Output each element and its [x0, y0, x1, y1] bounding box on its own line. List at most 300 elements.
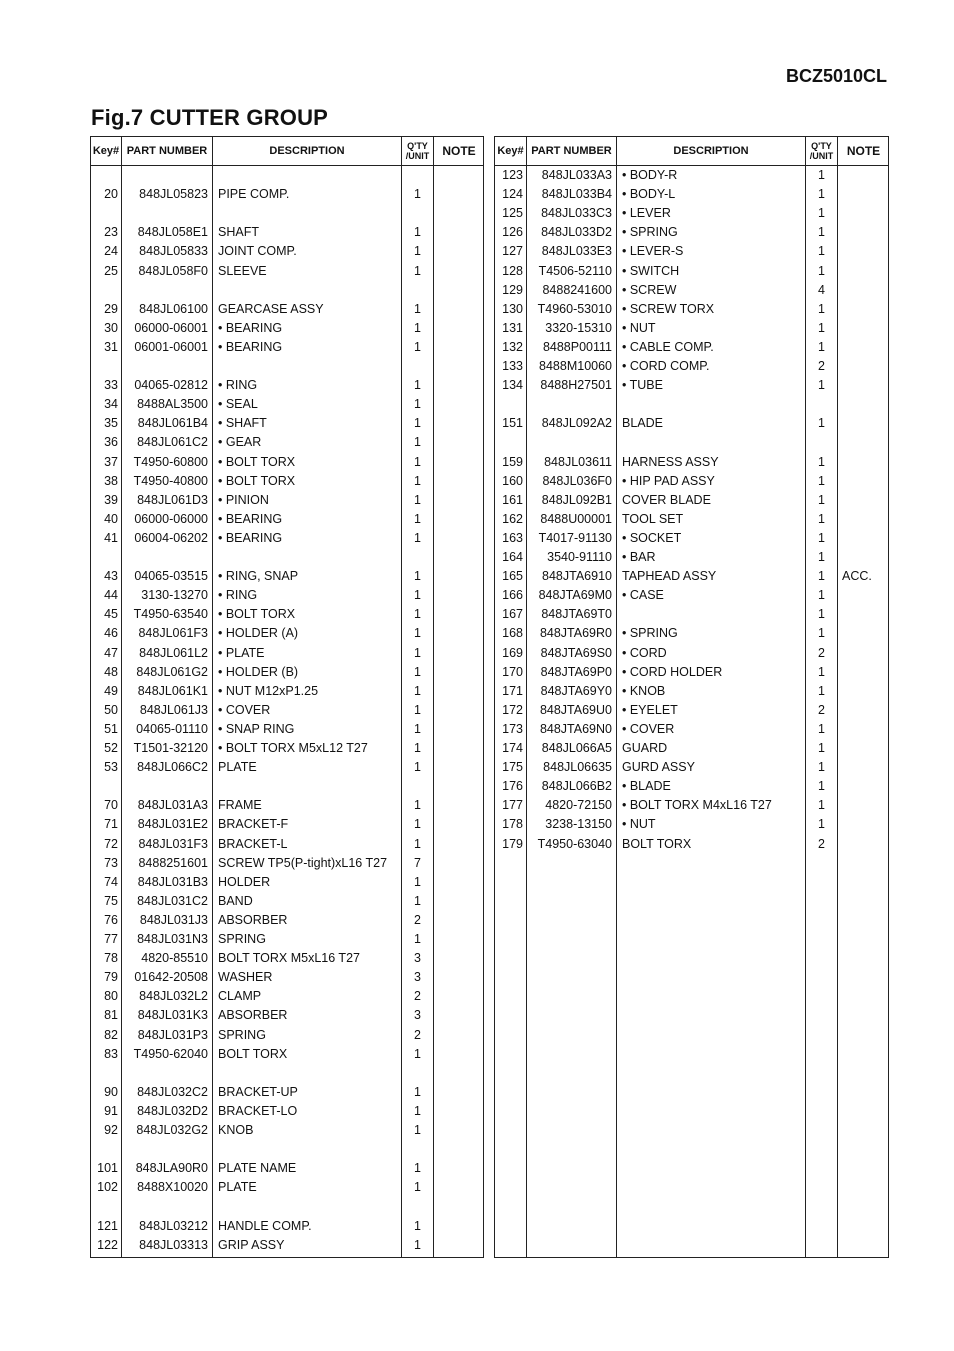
table-row: [91, 242, 483, 261]
table-row: [91, 892, 483, 911]
table-row: [91, 1083, 483, 1102]
part-key: 130: [502, 301, 523, 316]
part-key: 178: [502, 817, 523, 832]
part-description: BOLT TORX: [218, 1046, 288, 1061]
table-row: [91, 433, 483, 452]
part-key: 170: [502, 664, 523, 679]
part-key: 44: [104, 588, 118, 603]
header-qty: [806, 137, 837, 165]
part-quantity: 1: [818, 492, 825, 507]
table-row: [495, 815, 888, 834]
part-key: 166: [502, 588, 523, 603]
part-number: T1501-32120: [133, 741, 208, 755]
part-quantity: 1: [414, 454, 421, 469]
part-key: 50: [104, 702, 118, 717]
part-key: 36: [104, 435, 118, 450]
part-quantity: 1: [414, 893, 421, 908]
part-quantity: 1: [818, 779, 825, 794]
header-note: NOTE: [442, 144, 476, 158]
table-row: [91, 796, 483, 815]
part-description: WASHER: [218, 970, 273, 985]
part-number: 848JL061F3: [138, 626, 208, 641]
table-row: [495, 624, 888, 643]
part-number: 01642-20508: [134, 970, 208, 985]
part-description: BRACKET-L: [218, 836, 288, 851]
part-description: • BEARING: [218, 320, 283, 335]
part-quantity: 1: [414, 626, 421, 641]
part-number: 848JL033A3: [541, 168, 612, 182]
header-qty-top: Q'TY: [811, 141, 832, 151]
header-description: DESCRIPTION: [673, 145, 749, 157]
table-row: [91, 682, 483, 701]
part-description: GURD ASSY: [622, 760, 695, 775]
part-key: 121: [97, 1218, 118, 1233]
part-number: 8488U00001: [540, 511, 612, 526]
part-key: 129: [502, 282, 523, 297]
table-row: [91, 663, 483, 682]
part-number: 848JL031E2: [137, 817, 208, 832]
table-row: [91, 223, 483, 242]
part-number: 848JL032C2: [137, 1084, 208, 1099]
part-description: KNOB: [218, 1123, 254, 1137]
part-key: 134: [502, 378, 523, 393]
part-quantity: 1: [818, 760, 825, 775]
part-description: • CORD: [622, 645, 667, 660]
part-number: 848JL031N3: [137, 932, 208, 946]
part-key: 177: [502, 798, 523, 813]
table-row: [495, 796, 888, 815]
part-key: 161: [502, 492, 523, 507]
part-description: • NUT M12xP1.25: [218, 683, 319, 698]
part-description: • RING: [218, 588, 258, 603]
part-description: BRACKET-F: [218, 817, 289, 832]
part-number: 8488H27501: [540, 378, 612, 393]
table-row: [495, 548, 888, 567]
table-row: [91, 319, 483, 338]
part-quantity: 1: [818, 817, 825, 832]
part-quantity: 1: [818, 664, 825, 679]
part-description: • SHAFT: [218, 416, 267, 431]
part-number: 848JL031A3: [137, 798, 208, 813]
part-key: 77: [104, 932, 118, 946]
table-row: [495, 644, 888, 663]
table-row: [495, 223, 888, 242]
part-description: • SNAP RING: [218, 721, 295, 736]
table-row: [91, 1045, 483, 1064]
part-quantity: 1: [414, 1180, 421, 1195]
part-quantity: 1: [818, 168, 825, 182]
table-row: [91, 815, 483, 834]
table-row: [495, 491, 888, 510]
part-number: 8488M10060: [539, 359, 612, 373]
header-key: Key#: [92, 145, 120, 157]
part-quantity: 1: [414, 473, 421, 488]
table-row: [91, 1217, 483, 1236]
part-description: • PLATE: [218, 645, 265, 660]
part-quantity: 1: [414, 588, 421, 603]
part-number: 3238-13150: [545, 817, 612, 832]
part-key: 90: [104, 1084, 118, 1099]
part-description: COVER BLADE: [622, 492, 711, 507]
part-number: 848JL03611: [544, 454, 612, 469]
page-title: Fig.7 CUTTER GROUP: [91, 105, 329, 130]
part-number: 8488AL3500: [137, 397, 208, 412]
part-quantity: 1: [414, 1103, 421, 1118]
part-description: • LEVER: [622, 206, 671, 221]
part-number: 848JL061J3: [139, 702, 208, 717]
part-quantity: 1: [818, 320, 825, 335]
part-quantity: 1: [414, 1161, 421, 1176]
part-quantity: 1: [414, 511, 421, 526]
table-row: [91, 376, 483, 395]
part-description: • SCREW TORX: [622, 301, 715, 316]
part-quantity: 2: [414, 989, 421, 1004]
part-quantity: 1: [414, 225, 421, 240]
part-key: 72: [104, 836, 118, 851]
table-header: [91, 137, 483, 166]
part-quantity: 1: [818, 588, 825, 603]
part-description: • LEVER-S: [622, 244, 684, 259]
part-description: • SWITCH: [622, 263, 680, 278]
part-description: BOLT TORX M5xL16 T27: [218, 951, 360, 966]
part-quantity: 1: [818, 721, 825, 736]
table-row: [495, 586, 888, 605]
table-row: [495, 204, 888, 223]
part-number: 848JTA69N0: [539, 721, 612, 736]
part-key: 91: [104, 1103, 118, 1118]
part-quantity: 3: [414, 1008, 421, 1023]
table-row: [91, 1026, 483, 1045]
part-quantity: 1: [818, 798, 825, 813]
part-number: 06001-06001: [134, 339, 208, 354]
part-number: T4950-63040: [537, 836, 612, 851]
part-description: JOINT COMP.: [218, 244, 297, 259]
part-description: • BODY-R: [622, 168, 678, 182]
table-row: [495, 701, 888, 720]
part-description: BAND: [218, 893, 253, 908]
part-key: 162: [502, 511, 523, 526]
part-key: 101: [97, 1161, 118, 1176]
part-description: • CORD COMP.: [622, 359, 710, 373]
part-number: 06000-06000: [134, 511, 208, 526]
part-description: • NUT: [622, 320, 656, 335]
part-number: 848JL032D2: [137, 1103, 208, 1118]
table-row: [91, 300, 483, 319]
table-row: [91, 720, 483, 739]
part-number: 04065-02812: [134, 378, 208, 393]
part-number: 848JL092A2: [541, 416, 612, 431]
part-key: 173: [502, 721, 523, 736]
table-row: [91, 395, 483, 414]
part-number: 848JTA69M0: [538, 588, 612, 603]
table-row: [91, 739, 483, 758]
part-number: 848JL066B2: [541, 779, 612, 794]
part-quantity: 1: [414, 741, 421, 755]
header-key: Key#: [497, 145, 524, 157]
table-row: [91, 262, 483, 281]
header-qty: [402, 137, 433, 165]
table-row: [495, 281, 888, 300]
part-key: 74: [104, 874, 118, 889]
part-quantity: 1: [414, 378, 421, 393]
part-key: 78: [104, 951, 118, 966]
table-row: [91, 586, 483, 605]
header-part-number: PART NUMBER: [126, 145, 208, 157]
table-row: [91, 472, 483, 491]
part-description: SPRING: [218, 1027, 266, 1042]
part-number: 4820-72150: [545, 798, 612, 813]
part-quantity: 1: [818, 339, 825, 354]
part-key: 171: [502, 683, 523, 698]
part-description: CLAMP: [218, 989, 262, 1004]
part-key: 31: [104, 339, 118, 354]
header-part-number: PART NUMBER: [531, 145, 612, 157]
part-quantity: 3: [414, 951, 421, 966]
part-quantity: 1: [414, 187, 421, 202]
part-description: PIPE COMP.: [218, 187, 290, 202]
part-key: 168: [502, 626, 523, 641]
part-number: 3540-91110: [547, 550, 612, 564]
part-key: 174: [502, 741, 523, 755]
table-row: [495, 510, 888, 529]
part-number: 848JTA69T0: [541, 607, 612, 622]
part-description: • BOLT TORX M5xL12 T27: [218, 741, 368, 755]
part-quantity: 2: [414, 1027, 421, 1042]
part-key: 179: [502, 836, 523, 851]
part-description: PLATE: [218, 1180, 257, 1195]
part-key: 122: [97, 1237, 118, 1252]
part-description: SCREW TP5(P-tight)xL16 T27: [218, 855, 388, 870]
table-row: [91, 758, 483, 777]
part-key: 92: [104, 1123, 118, 1137]
part-key: 151: [502, 416, 523, 431]
part-quantity: 1: [414, 397, 421, 412]
part-quantity: 1: [818, 511, 825, 526]
part-description: GUARD: [622, 741, 668, 755]
part-quantity: 1: [414, 339, 421, 354]
part-key: 30: [104, 320, 118, 335]
part-key: 51: [104, 721, 118, 736]
part-description: BRACKET-LO: [218, 1103, 298, 1118]
part-key: 33: [104, 378, 118, 393]
table-row: [91, 949, 483, 968]
part-key: 34: [104, 397, 118, 412]
table-row: [91, 873, 483, 892]
part-description: PLATE: [218, 760, 257, 775]
part-description: • SPRING: [622, 225, 678, 240]
part-number: 848JL036F0: [542, 473, 612, 488]
part-quantity: 1: [414, 683, 421, 698]
part-number: 848JL03313: [139, 1237, 208, 1252]
part-description: • EYELET: [622, 702, 678, 717]
part-number: 848JLA90R0: [135, 1161, 208, 1176]
part-key: 133: [502, 359, 523, 373]
part-key: 102: [97, 1180, 118, 1195]
table-row: [91, 911, 483, 930]
table-row: [495, 720, 888, 739]
part-key: 24: [104, 244, 118, 259]
part-description: • HIP PAD ASSY: [622, 473, 715, 488]
part-number: 848JL06100: [139, 301, 208, 316]
part-key: 73: [104, 855, 118, 870]
part-quantity: 1: [414, 1046, 421, 1061]
table-row: [91, 701, 483, 720]
part-quantity: 1: [818, 225, 825, 240]
part-key: 38: [104, 473, 118, 488]
part-quantity: 1: [414, 721, 421, 736]
part-quantity: 1: [414, 301, 421, 316]
part-number: T4960-53010: [537, 301, 612, 316]
part-description: HARNESS ASSY: [622, 454, 719, 469]
part-key: 23: [104, 225, 118, 240]
part-description: SHAFT: [218, 225, 259, 240]
part-quantity: 1: [414, 664, 421, 679]
part-number: 848JL033C3: [541, 206, 612, 221]
part-description: • BODY-L: [622, 187, 676, 202]
part-key: 29: [104, 301, 118, 316]
part-quantity: 1: [414, 836, 421, 851]
table-row: [91, 414, 483, 433]
part-number: 848JL05833: [139, 244, 208, 259]
part-number: 06004-06202: [134, 530, 208, 545]
part-quantity: 3: [414, 970, 421, 985]
part-number: 848JL061G2: [136, 664, 208, 679]
table-row: [91, 854, 483, 873]
table-row: [495, 453, 888, 472]
part-description: • GEAR: [218, 435, 262, 450]
part-quantity: 1: [818, 416, 825, 431]
part-quantity: 2: [818, 836, 825, 851]
part-number: 8488241600: [542, 282, 612, 297]
part-key: 79: [104, 970, 118, 985]
table-row: [495, 242, 888, 261]
part-key: 71: [104, 817, 118, 832]
part-quantity: 1: [818, 454, 825, 469]
part-quantity: 1: [414, 263, 421, 278]
part-number: 8488251601: [138, 855, 208, 870]
table-row: [495, 663, 888, 682]
part-description: PLATE NAME: [218, 1161, 297, 1176]
part-key: 70: [104, 798, 118, 813]
part-number: 848JL06635: [543, 760, 612, 775]
part-number: 848JTA6910: [542, 569, 612, 584]
part-key: 83: [104, 1046, 118, 1061]
part-quantity: 1: [414, 492, 421, 507]
part-key: 80: [104, 989, 118, 1004]
table-row: [91, 567, 483, 586]
part-description: • HOLDER (A): [218, 626, 299, 641]
part-quantity: 1: [818, 607, 825, 622]
part-key: 126: [502, 225, 523, 240]
model-number: BCZ5010CL: [785, 66, 887, 86]
part-quantity: 1: [414, 760, 421, 775]
part-quantity: 1: [818, 530, 825, 545]
part-quantity: 1: [818, 263, 825, 278]
part-key: 159: [502, 454, 523, 469]
part-number: 848JL03212: [139, 1218, 208, 1233]
part-number: 848JL031P3: [137, 1027, 208, 1042]
part-key: 25: [104, 263, 118, 278]
table-row: [495, 185, 888, 204]
part-quantity: 1: [414, 932, 421, 946]
part-number: 848JL061C2: [137, 435, 208, 450]
table-row: [495, 605, 888, 624]
part-description: ABSORBER: [218, 1008, 288, 1023]
part-description: • RING: [218, 378, 258, 393]
part-description: • BOLT TORX M4xL16 T27: [622, 798, 772, 813]
part-key: 164: [502, 550, 523, 564]
part-quantity: 1: [414, 1218, 421, 1233]
part-key: 124: [502, 187, 523, 202]
part-description: • BOLT TORX: [218, 454, 296, 469]
part-number: 848JL032G2: [136, 1123, 208, 1137]
table-row: [495, 262, 888, 281]
table-row: [495, 472, 888, 491]
part-number: 848JL066C2: [137, 760, 208, 775]
part-description: TAPHEAD ASSY: [622, 569, 717, 584]
table-row: [495, 682, 888, 701]
part-description: BLADE: [622, 416, 663, 431]
part-key: 48: [104, 664, 118, 679]
part-key: 125: [502, 206, 523, 221]
part-number: 04065-03515: [134, 569, 208, 584]
part-description: • SPRING: [622, 626, 678, 641]
part-description: • HOLDER (B): [218, 664, 299, 679]
part-quantity: 1: [414, 874, 421, 889]
part-number: T4950-62040: [133, 1046, 208, 1061]
table-row: [91, 1102, 483, 1121]
part-key: 175: [502, 760, 523, 775]
part-description: • BLADE: [622, 779, 671, 794]
part-note: ACC.: [842, 569, 872, 584]
table-row: [495, 414, 888, 433]
part-quantity: 1: [818, 683, 825, 698]
part-number: 848JL033E3: [541, 244, 612, 259]
part-number: 848JL05823: [139, 187, 208, 202]
part-quantity: 1: [818, 187, 825, 202]
part-number: 848JL032L2: [139, 989, 208, 1004]
part-key: 160: [502, 473, 523, 488]
part-key: 128: [502, 263, 523, 278]
table-row: [91, 185, 483, 204]
part-description: TOOL SET: [622, 511, 684, 526]
part-number: 848JL058F0: [138, 263, 208, 278]
part-quantity: 7: [414, 855, 421, 870]
part-number: 848JL031K3: [137, 1008, 208, 1023]
part-description: GEARCASE ASSY: [218, 301, 324, 316]
part-number: 848JL031J3: [139, 912, 208, 927]
part-description: • KNOB: [622, 683, 666, 698]
part-description: FRAME: [218, 798, 262, 813]
table-row: [495, 300, 888, 319]
part-quantity: 1: [818, 550, 825, 564]
part-number: 4820-85510: [141, 951, 208, 966]
part-number: 848JL066A5: [541, 741, 612, 755]
part-key: 132: [502, 339, 523, 354]
part-quantity: 1: [414, 530, 421, 545]
part-number: 848JTA69S0: [540, 645, 612, 660]
table-row: [495, 357, 888, 376]
part-quantity: 4: [818, 282, 825, 297]
part-key: 172: [502, 702, 523, 717]
part-key: 20: [104, 187, 118, 202]
part-description: • CASE: [622, 588, 664, 603]
table-row: [91, 453, 483, 472]
part-description: • SEAL: [218, 397, 258, 412]
table-row: [91, 835, 483, 854]
part-number: 848JL061B4: [137, 416, 208, 431]
part-quantity: 1: [818, 301, 825, 316]
